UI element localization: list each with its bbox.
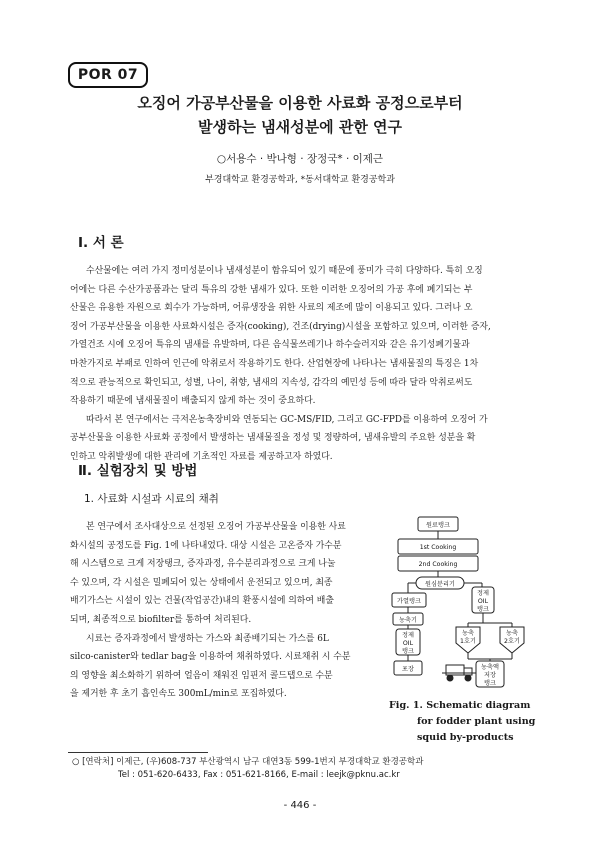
text-line: 의 영향을 최소화하기 위하여 얼음이 채워진 임핀저 콜드탭으로 수분 [70,670,333,681]
concentrator-1-label: 농축 [462,630,474,637]
text-line: silco-canister와 tedlar bag을 이용하여 채취하였다. 시료채취 시 수분 [70,652,351,663]
text-line: 수 있으며, 각 시설은 밀폐되어 있는 상태에서 운전되고 있으며, 최종 [70,577,333,588]
footnote-divider [68,752,208,753]
text-line: 적으로 관능적으로 확인되고, 성별, 나이, 취향, 냄새의 지속성, 감각의 예민성 등에 따라 달라 악취로써도 [70,377,473,388]
cooking-2-label: 2nd Cooking [418,561,458,568]
storage-oil-label: OIL [402,640,414,647]
page-number: - 446 - [283,800,317,811]
section-1-heading: Ⅰ. 서 론 [78,235,124,251]
package-label: 포장 [402,666,414,673]
method-paragraph-2 [70,630,384,704]
storage-oil-label: 정제 [402,632,414,639]
concentrate-storage-label: 농축액 [481,664,499,671]
footnote-contact: ○ [연락처] 이제근, (우)608-737 부산광역시 남구 대연3동 599-1번지 부경대학교 환경공학과 [72,757,424,767]
cooking-1-label: 1st Cooking [419,544,457,551]
concentrate-storage-label: 저장 [484,672,496,679]
raw-tank-label: 원료탱크 [426,522,450,529]
subsection-1-heading: 1. 사료화 시설과 시료의 채취 [84,493,219,505]
text-line: 작용하기 때문에 냄새물질이 배출되지 않게 하는 것이 중요하다. [70,396,316,407]
text-line: 따라서 본 연구에서는 극저온농축장비와 연동되는 GC-MS/FID, 그리고 GC-FPD를 이용하여 오징어 가 [86,414,488,425]
text-line: 마찬가지로 부패로 인하여 인근에 악취로서 작용하기도 한다. 산업현장에 나타나는 냄새물질의 특징은 1차 [70,358,479,369]
storage-oil-label: 탱크 [402,648,414,655]
text-line: 을 제거한 후 초기 흡인속도 300mL/min로 포집하였다. [70,689,287,700]
concentrate-storage-label: 탱크 [484,680,496,687]
intro-paragraph-1 [70,262,534,411]
condenser-label: 농축기 [399,617,417,624]
caption-line: squid by-products [417,732,514,743]
text-line: 화시설의 공정도를 Fig. 1에 나타내었다. 대상 시설은 고온증자 가수분 [70,540,342,551]
concentrator-1-label: 1호기 [460,638,476,645]
session-tag: POR 07 [68,62,148,88]
section-1-body [70,262,534,467]
caption-line: Fig. 1. Schematic diagram [389,700,531,711]
text-line: 본 연구에서 조사대상으로 선정된 오징어 가공부산물을 이용한 사료 [86,522,346,532]
text-line: 인하고 악취발생에 대한 관리에 기초적인 자료를 제공하고자 하였다. [70,451,333,462]
concentrator-2-label: 농축 [506,630,518,637]
figure-1-caption [389,698,539,746]
text-line: 시료는 증자과정에서 발생하는 가스와 최종배기되는 가스를 6L [86,633,329,644]
text-line: 가열건조 시에 오징어 특유의 냄새를 유발하며, 다른 음식물쓰레기나 하수슬러지와 같은 유기성폐기물과 [70,340,470,351]
refined-oil-tank-label: 정제 [477,590,489,597]
affiliation: 부경대학교 환경공학과, *동서대학교 환경공학과 [205,175,395,185]
section-2-heading: Ⅱ. 실험장치 및 방법 [78,463,198,479]
paper-title-line-2: 발생하는 냄새성분에 관한 연구 [197,118,403,136]
refined-oil-tank-label: OIL [477,598,489,605]
text-line: 어에는 다른 수산가공품과는 달리 특유의 강한 냄새가 있다. 또한 이러한 오징어의 가공 후에 폐기되는 부 [70,284,473,295]
concentrator-2-label: 2호기 [504,638,520,645]
text-line: 수산물에는 여러 가지 정미성분이나 냄새성분이 함유되어 있기 때문에 풍미가 극히 다양하다. 특히 오징 [86,266,483,276]
authors: ○서용수 · 박나형 · 장정국* · 이제근 [216,153,384,165]
process-schematic-diagram [388,515,538,695]
text-line: 되며, 최종적으로 biofilter를 통하여 처리된다. [70,614,252,625]
text-line: 공부산물을 이용한 사료화 공정에서 발생하는 냄새물질을 정성 및 정량하여, 냄새유발의 주요한 성분을 확 [70,433,476,444]
method-paragraph-1 [70,518,384,630]
text-line: 징어 가공부산물을 이용한 사료화시설은 증자(cooking), 건조(drying)시설을 포함하고 있으며, 이러한 증자, [70,321,491,332]
caption-line: for fodder plant using [417,716,536,727]
text-line: 해 시스템으로 크게 저장탱크, 증자과정, 유수분리과정으로 크게 나눌 [70,559,336,570]
refined-oil-tank-label: 탱크 [477,606,489,613]
text-line: 배기가스는 시설이 있는 건물(작업공간)내의 환풍시설에 의하여 배출 [70,596,334,607]
water-tank-label: 가열탱크 [397,598,421,605]
separator-label: 원심분리기 [425,581,455,588]
text-line: 산물은 유용한 자원으로 회수가 가능하며, 어류생장을 위한 사료의 제조에 많이 이용되고 있다. 그러나 오 [70,303,473,314]
paper-title-line-1: 오징어 가공부산물을 이용한 사료화 공정으로부터 [137,94,463,112]
footnote-contact-details: Tel : 051-620-6433, Fax : 051-621-8166, E-mail : leejk@pknu.ac.kr [118,770,400,780]
section-2-body [70,518,384,704]
